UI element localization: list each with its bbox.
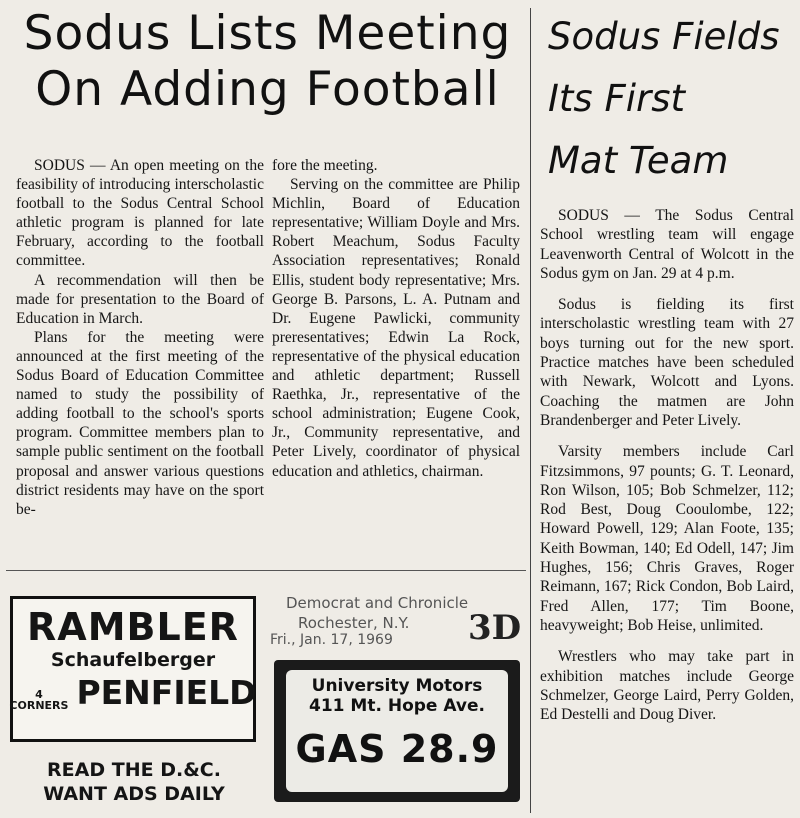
rambler-location [9,673,257,712]
wrestling-story [540,6,794,736]
wrestling-headline-line1: Sodus Fields [548,15,780,58]
rambler-brand: RAMBLER [27,605,239,649]
rambler-ad [10,596,256,742]
ad-divider [6,570,526,571]
football-paragraph-committee: Serving on the committee are Philip Michlin, Board of Education representative; William Doyle and Mrs. Robert Meachum, Sodus Faculty Association representatives; Ronald Ellis, student body representative; Mrs. George B. Parsons, L. A. Putnam and Dr. Eugene Pawlicki, community preresentatives; Edwin La Rock, representative of the physical education and athletic department; Russell Raethka, Jr., representative of the school administration; Eugene Cook, Jr., Community representative, and Peter Lively, coordinator of physical education and athletics, chairman. [272,176,520,480]
masthead-paper: Democrat and Chronicle [286,594,469,612]
corners-number: 4 [35,688,43,701]
gas-price: GAS 28.9 [295,727,499,771]
wrestling-headline-line3: Mat Team [548,139,729,182]
football-paragraph-3: Plans for the meeting were announced at the first meeting of the Sodus Board of Education Committee named to study the possibility of adding football to the school's sports program. Committee members plan to sample public sentiment on the football proposal and answer various questions district residents may have on the sport be- [16,328,264,518]
football-headline [10,6,525,118]
want-ads-line1: READ THE D.&C. [47,759,221,781]
want-ads-line2: WANT ADS DAILY [43,783,225,805]
column-divider [530,8,531,813]
wrestling-paragraph-2: Sodus is fielding its first interscholastic wrestling team with 27 boys turning out for the new sport. Practice matches have been scheduled with Newark, Wolcott and Lyons. Coaching the matmen are John Brandenberger and Peter Lively. [540,296,794,429]
wrestling-headline [548,6,794,192]
masthead-page-number: 3D [468,608,522,648]
motors-ad-area [268,582,526,808]
football-paragraph-continued: fore the meeting. [272,157,378,174]
football-story [10,6,525,566]
motors-address: 411 Mt. Hope Ave. [309,696,485,716]
wrestling-headline-line2: Its First [548,77,686,120]
football-paragraph-2: A recommendation will then be made for presentation to the Board of Education in March. [16,271,264,327]
football-column-1 [16,156,264,519]
masthead-date: Fri., Jan. 17, 1969 [270,632,393,648]
wrestling-paragraph-3: Varsity members include Carl Fitzsimmons, 97 pounts; G. T. Leonard, Ron Wilson, 105; Bob Schmelzer, 112; Rod Best, Doug Cooulombe, 122; Howard Powell, 129; Alan Foote, 135; Keith Bowman, 140; Ed Odell, 147; Jim Hughes, 156; Chris Graves, Roger Reimann, 167; Rick Condon, Bob Laird, Fred Allen, 177; Tim Boone, heavyweight; Bob Heise, unlimited. [540,443,794,634]
want-ads-promo [6,758,262,806]
rambler-town: PENFIELD [76,673,257,712]
football-headline-line1: Sodus Lists Meeting [23,6,512,61]
football-paragraph-1: SODUS — An open meeting on the feasibility of introducing interscholastic football to the Sodus Central School athletic program is planned for late February, according to the football committee. [16,157,264,270]
rambler-ad-area [6,580,262,810]
motors-ad-panel [286,670,508,792]
wrestling-paragraph-4: Wrestlers who may take part in exhibition matches include George Schmelzer, George Laird, Perry Golden, Ed Destelli and Doug Diver. [540,648,794,724]
wrestling-body [540,206,794,724]
rambler-dealer: Schaufelberger [50,649,216,671]
motors-name: University Motors [311,676,483,696]
masthead-city: Rochester, N.Y. [298,614,410,632]
football-story-columns [16,156,520,519]
motors-ad [274,660,520,802]
wrestling-paragraph-1: SODUS — The Sodus Central School wrestling team will engage Leavenworth Central of Wolcott in the Sodus gym on Jan. 29 at 4 p.m. [540,207,794,282]
football-headline-line2: On Adding Football [35,62,500,117]
corners-label [9,689,68,711]
football-column-2 [272,156,520,519]
corners-word: CORNERS [9,699,69,712]
